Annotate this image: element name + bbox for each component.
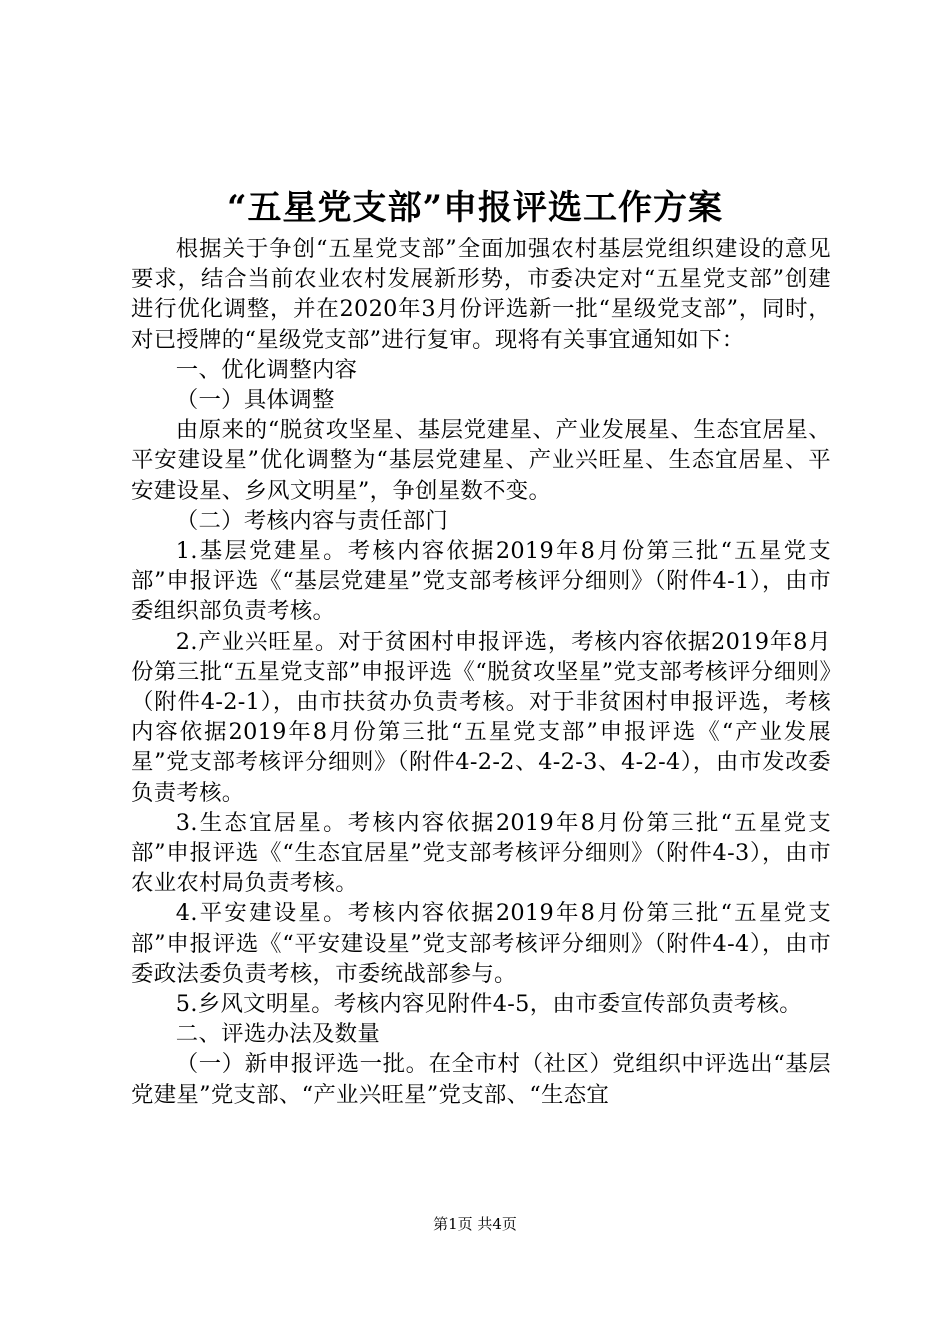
- list-item-5: 5.乡风文明星。考核内容见附件4-5，由市委宣传部负责考核。: [175, 991, 802, 1018]
- list-item-3: 3.生态宜居星。考核内容依据2019年8月份第三批“五星党支部”申报评选《“生态宜居星”党支部考核评分细则》（附件4-3），由市农业农村局负责考核。: [131, 809, 831, 897]
- subsection-heading-1-1: （一）具体调整: [175, 387, 335, 414]
- document-body: [131, 234, 831, 1110]
- paragraph-adjustment: 由原来的“脱贫攻坚星、基层党建星、产业发展星、生态宜居星、平安建设星”优化调整为“基层党建星、产业兴旺星、生态宜居星、平安建设星、乡风文明星”，争创星数不变。: [131, 417, 831, 504]
- section-heading-1: 一、优化调整内容: [175, 356, 358, 383]
- paragraph-intro: 根据关于争创“五星党支部”全面加强农村基层党组织建设的意见要求，结合当前农业农村发展新形势，市委决定对“五星党支部”创建进行优化调整，并在2020年3月份评选新一批“星级党支部”，同时，对已授牌的“星级党支部”进行复审。现将有关事宜通知如下：: [131, 236, 831, 353]
- document-title: “五星党支部”申报评选工作方案: [226, 188, 724, 228]
- page-footer: 第1页 共4页: [433, 1215, 517, 1233]
- list-item-2: 2.产业兴旺星。对于贫困村申报评选，考核内容依据2019年8月份第三批“五星党支部”申报评选《“脱贫攻坚星”党支部考核评分细则》（附件4-2-1），由市扶贫办负责考核。对于非贫困村申报评选，考核内容依据2019年8月份第三批“五星党支部”申报评选《“产业发展星”党支部考核评分细则》（附件4-2-2、4-2-3、4-2-4），由市发改委负责考核。: [131, 628, 831, 806]
- subsection-heading-1-2: （二）考核内容与责任部门: [175, 507, 449, 534]
- list-item-4: 4.平安建设星。考核内容依据2019年8月份第三批“五星党支部”申报评选《“平安建设星”党支部考核评分细则》（附件4-4），由市委政法委负责考核，市委统战部参与。: [131, 900, 831, 987]
- list-item-1: 1.基层党建星。考核内容依据2019年8月份第三批“五星党支部”申报评选《“基层党建星”党支部考核评分细则》（附件4-1），由市委组织部负责考核。: [131, 538, 831, 625]
- paragraph-new-selection: （一）新申报评选一批。在全市村（社区）党组织中评选出“基层党建星”党支部、“产业兴旺星”党支部、“生态宜: [131, 1051, 831, 1108]
- section-heading-2: 二、评选办法及数量: [175, 1021, 381, 1048]
